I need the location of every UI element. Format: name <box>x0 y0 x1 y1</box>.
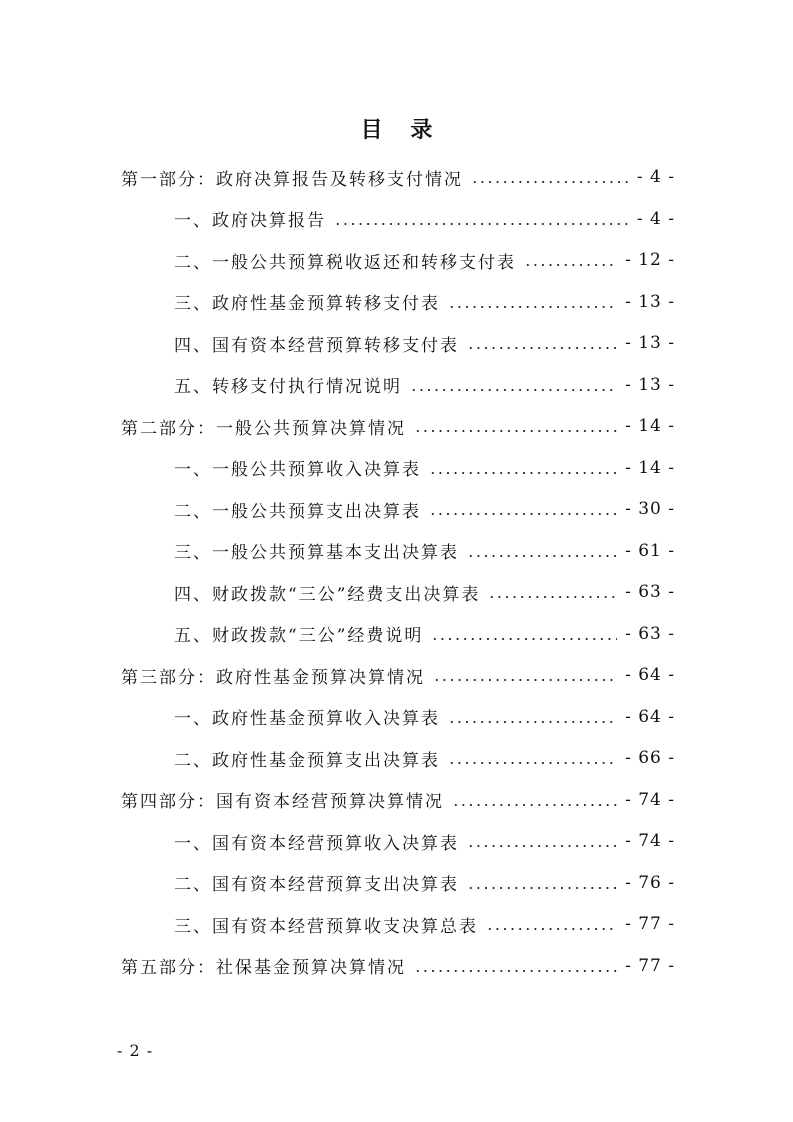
toc-entry[interactable] <box>174 745 675 771</box>
toc-entry[interactable] <box>174 496 675 522</box>
toc-entry[interactable] <box>174 828 675 854</box>
page-title: 目 录 <box>360 118 443 143</box>
dot-leader <box>448 721 617 723</box>
dot-leader <box>524 264 617 266</box>
toc-entry[interactable] <box>121 413 675 439</box>
toc-entry-title: 第二部分：一般公共预算决算情况 <box>121 418 406 439</box>
dot-leader <box>488 596 617 598</box>
toc-entry-page-number: - 14 - <box>625 416 675 436</box>
toc-entry-page-number: - 30 - <box>625 499 675 519</box>
toc-entry-title: 三、一般公共预算基本支出决算表 <box>174 543 459 563</box>
dot-leader <box>467 887 617 889</box>
toc-entry[interactable] <box>174 455 675 481</box>
toc-entry-page-number: - 74 - <box>625 789 675 810</box>
toc-entry[interactable] <box>174 247 675 273</box>
toc-entry-page-number: - 12 - <box>625 250 675 270</box>
toc-entry[interactable] <box>121 662 675 688</box>
toc-entry[interactable] <box>174 870 675 896</box>
toc-entry[interactable] <box>174 621 675 647</box>
dot-leader <box>448 306 617 308</box>
toc-entry-page-number: - 66 - <box>625 748 675 768</box>
toc-entry-page-number: - 64 - <box>625 706 675 727</box>
dot-leader <box>452 804 617 806</box>
toc-entry-title: 五、财政拨款“三公”经费说明 <box>174 626 424 646</box>
toc-entry[interactable] <box>174 704 675 730</box>
dot-leader <box>486 928 617 930</box>
toc-entry-page-number: - 74 - <box>625 831 675 851</box>
toc-entry-title: 四、财政拨款“三公”经费支出决算表 <box>174 584 481 605</box>
toc-entry[interactable] <box>174 538 675 564</box>
toc-entry-title: 第四部分：国有资本经营预算决算情况 <box>121 792 444 812</box>
dot-leader <box>410 389 617 391</box>
toc-entry-title: 第三部分：政府性基金预算决算情况 <box>121 667 425 688</box>
toc-entry-title: 四、国有资本经营预算转移支付表 <box>174 335 459 356</box>
toc-entry[interactable] <box>174 206 675 232</box>
toc-entry-page-number: - 64 - <box>625 665 675 685</box>
toc-entry-title: 一、政府决算报告 <box>174 211 326 231</box>
toc-entry[interactable] <box>121 953 675 979</box>
dot-leader <box>414 970 617 972</box>
dot-leader <box>467 555 617 557</box>
toc-entry-page-number: - 4 - <box>636 167 675 187</box>
toc-entry-title: 二、政府性基金预算支出决算表 <box>174 750 440 771</box>
dot-leader <box>467 347 617 349</box>
toc-entry-page-number: - 61 - <box>625 540 675 561</box>
toc-entry-title: 二、一般公共预算支出决算表 <box>174 501 421 522</box>
toc-entry-title: 一、政府性基金预算收入决算表 <box>174 709 440 729</box>
toc-entry[interactable] <box>174 289 675 315</box>
dot-leader <box>433 679 617 681</box>
toc-entry-title: 一、国有资本经营预算收入决算表 <box>174 833 459 854</box>
toc-entry-title: 三、政府性基金预算转移支付表 <box>174 294 440 314</box>
toc-entry-page-number: - 63 - <box>625 623 675 644</box>
dot-leader <box>414 430 617 432</box>
dot-leader <box>471 181 629 183</box>
toc-entry[interactable] <box>174 372 675 398</box>
toc-entry[interactable] <box>174 911 675 937</box>
toc-entry-title: 二、国有资本经营预算支出决算表 <box>174 875 459 895</box>
dot-leader <box>429 472 617 474</box>
toc-entry[interactable] <box>121 787 675 813</box>
toc-entry-title: 二、一般公共预算税收返还和转移支付表 <box>174 252 516 273</box>
dot-leader <box>448 762 617 764</box>
dot-leader <box>429 513 617 515</box>
toc-entry-title: 三、国有资本经营预算收支决算总表 <box>174 916 478 937</box>
toc-entry[interactable] <box>174 579 675 605</box>
toc-entry-title: 五、转移支付执行情况说明 <box>174 377 402 397</box>
toc-entry-title: 第一部分：政府决算报告及转移支付情况 <box>121 169 463 190</box>
footer-page-number: - 2 - <box>117 1041 154 1060</box>
toc-entry-page-number: - 77 - <box>625 955 675 976</box>
toc-entry-page-number: - 63 - <box>625 582 675 602</box>
dot-leader <box>467 845 617 847</box>
toc-entry-page-number: - 13 - <box>625 374 675 395</box>
toc-entry-page-number: - 4 - <box>636 208 675 229</box>
toc-entry-page-number: - 77 - <box>625 914 675 934</box>
toc-entry-page-number: - 76 - <box>625 872 675 893</box>
toc-entry[interactable] <box>174 330 675 356</box>
toc-entry-title: 第五部分：社保基金预算决算情况 <box>121 958 406 978</box>
toc-entry-page-number: - 13 - <box>625 333 675 353</box>
toc-entry-page-number: - 14 - <box>625 457 675 478</box>
dot-leader <box>431 638 617 640</box>
toc-entry-page-number: - 13 - <box>625 291 675 312</box>
toc-entry[interactable] <box>121 164 675 190</box>
dot-leader <box>334 223 629 225</box>
toc-entry-title: 一、一般公共预算收入决算表 <box>174 460 421 480</box>
